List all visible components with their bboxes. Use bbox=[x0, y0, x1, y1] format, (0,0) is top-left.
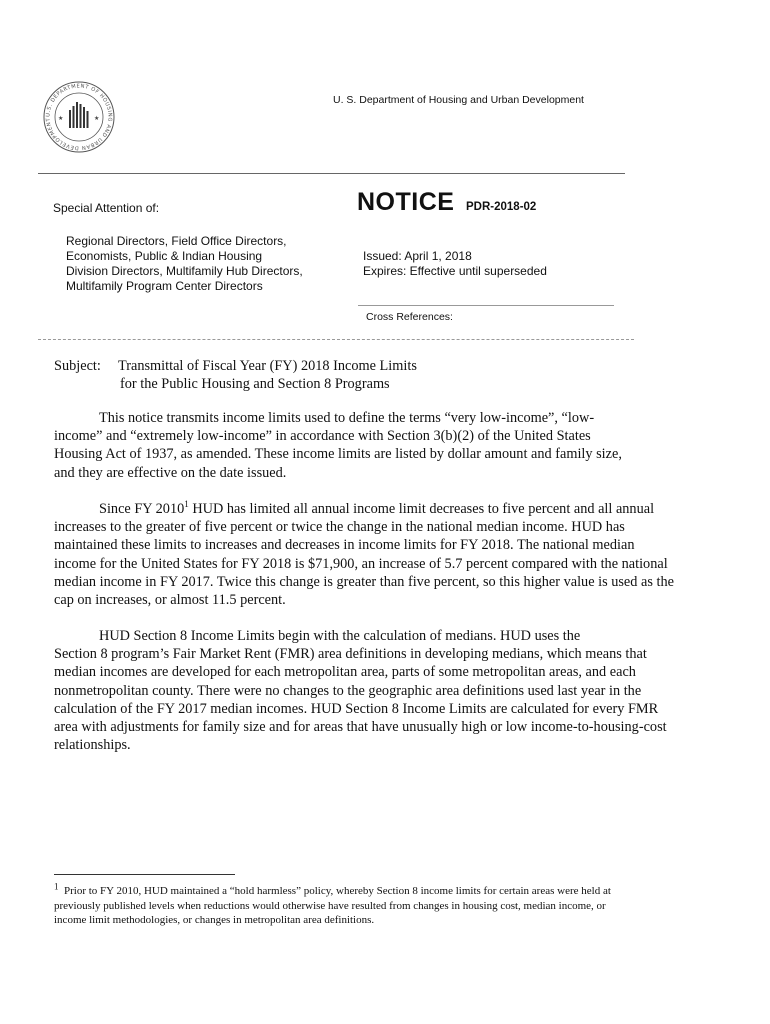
footnote-line: income limit methodologies, or changes in metropolitan area definitions. bbox=[54, 914, 375, 926]
footnote bbox=[54, 881, 718, 928]
footnote-mark: 1 bbox=[54, 881, 59, 892]
paragraph-line: increases to the greater of five percent or twice the change in the national median income. HUD has bbox=[54, 519, 625, 536]
agency-name: U. S. Department of Housing and Urban Development bbox=[333, 94, 584, 106]
recipient-line: Multifamily Program Center Directors bbox=[66, 279, 263, 293]
recipient-line: Economists, Public & Indian Housing bbox=[66, 249, 263, 263]
issue-dates bbox=[363, 249, 547, 279]
paragraph-line: relationships. bbox=[54, 737, 131, 754]
paragraph-line: Section 8 program’s Fair Market Rent (FMR) area definitions in developing medians, which means that bbox=[54, 646, 647, 663]
paragraph-3 bbox=[54, 627, 718, 754]
cross-references-label: Cross References: bbox=[366, 311, 453, 323]
footnote-line: previously published levels when reductions would otherwise have resulted from changes in housing cost, median income, or bbox=[54, 899, 606, 912]
subject-line-1: Transmittal of Fiscal Year (FY) 2018 Income Limits bbox=[118, 358, 417, 374]
hud-seal-logo bbox=[42, 80, 116, 154]
paragraph-text: Since FY 2010 bbox=[99, 501, 185, 517]
footnote-line bbox=[54, 881, 718, 899]
header-rule bbox=[38, 173, 625, 174]
footnote-rule bbox=[54, 874, 235, 875]
paragraph-line: HUD Section 8 Income Limits begin with the calculation of medians. HUD uses the bbox=[99, 628, 581, 644]
notice-heading: NOTICE bbox=[357, 188, 455, 216]
paragraph-line bbox=[54, 500, 718, 518]
paragraph-line: This notice transmits income limits used to define the terms “very low-income”, “low- bbox=[99, 410, 595, 426]
paragraph-line: median incomes are developed for each metropolitan area, parts of some metropolitan areas, and each bbox=[54, 664, 636, 681]
subject-block bbox=[54, 357, 417, 393]
paragraph-line: Housing Act of 1937, as amended. These income limits are listed by dollar amount and family size, bbox=[54, 446, 622, 463]
svg-text:★: ★ bbox=[58, 115, 64, 122]
svg-text:U.S. DEPARTMENT OF HOUSING AND: U.S. DEPARTMENT OF HOUSING AND URBAN DEVELOPMENT bbox=[45, 83, 113, 151]
subject-label: Subject: bbox=[54, 358, 101, 374]
cross-reference-rule bbox=[358, 305, 614, 306]
dashed-divider bbox=[38, 339, 634, 340]
special-attention-label: Special Attention of: bbox=[53, 201, 160, 215]
paragraph-line: median income in FY 2017. Twice this change is greater than five percent, so this higher value is used as the bbox=[54, 573, 674, 590]
recipient-list bbox=[66, 234, 303, 294]
svg-text:★: ★ bbox=[94, 115, 100, 122]
recipient-line: Regional Directors, Field Office Directors, bbox=[66, 234, 287, 248]
paragraph-1 bbox=[54, 409, 718, 482]
expiration: Expires: Effective until superseded bbox=[363, 264, 547, 278]
paragraph-line: nonmetropolitan county. There were no changes to the geographic area definitions used last year in the bbox=[54, 682, 642, 699]
paragraph-line: calculation of the FY 2017 median incomes. HUD Section 8 Income Limits are calculated for every FMR bbox=[54, 700, 659, 717]
footnote-reference: 1 bbox=[184, 499, 189, 510]
paragraph-line: income” and “extremely low-income” in accordance with Section 3(b)(2) of the United States bbox=[54, 428, 591, 445]
paragraph-text: HUD has limited all annual income limit decreases to five percent and all annual bbox=[188, 501, 655, 517]
paragraph-line: maintained these limits to increases and decreases in income limits for FY 2018. The national median bbox=[54, 537, 635, 554]
paragraph-line: income for the United States for FY 2018 is $71,900, an increase of 5.7 percent compared with the national bbox=[54, 555, 668, 572]
footnote-text: Prior to FY 2010, HUD maintained a “hold harmless” policy, whereby Section 8 income limits for certain areas were held at bbox=[64, 885, 611, 897]
paragraph-line: cap on increases, or almost 11.5 percent. bbox=[54, 592, 286, 609]
paragraph-line: and they are effective on the date issued. bbox=[54, 464, 287, 481]
notice-number: PDR-2018-02 bbox=[466, 201, 537, 213]
paragraph-line: area with adjustments for family size and for areas that have unusually high or low income-to-housing-cost bbox=[54, 719, 667, 736]
paragraph-2 bbox=[54, 500, 718, 609]
subject-line-2: for the Public Housing and Section 8 Programs bbox=[120, 376, 390, 392]
recipient-line: Division Directors, Multifamily Hub Directors, bbox=[66, 264, 303, 278]
issued-date: Issued: April 1, 2018 bbox=[363, 249, 472, 263]
